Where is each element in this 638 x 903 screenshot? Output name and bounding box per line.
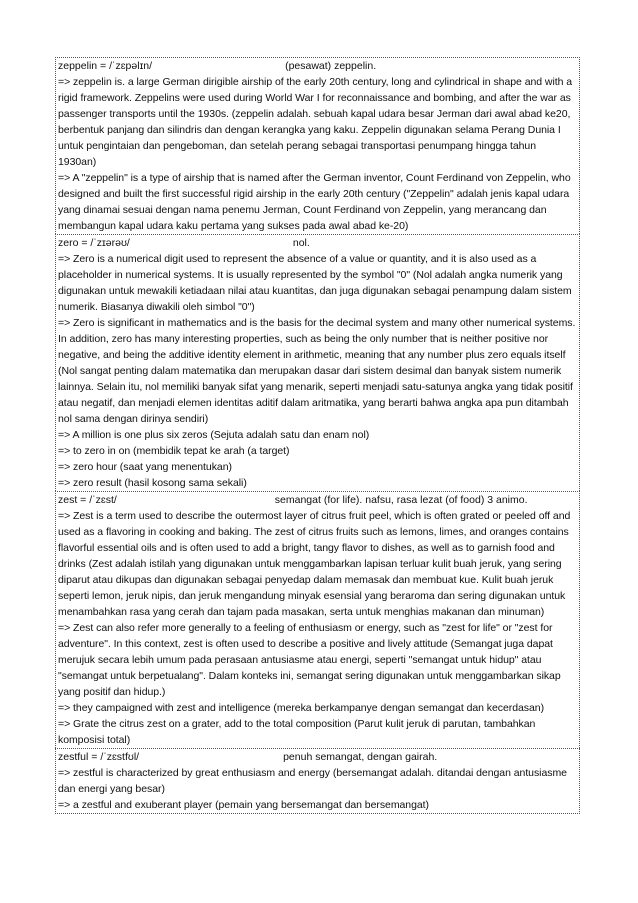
entry-zest: [55, 491, 580, 748]
definition-line: => zestful is characterized by great enthusiasm and energy (bersemangat adalah. ditandai dengan antusiasme dan energi yang besar): [58, 767, 567, 795]
definition-line: => Zero is significant in mathematics and is the basis for the decimal system and many other numerical systems. In addition, zero has many interesting properties, such as being the only number that is neither positive nor negative, and being the additive identity element in arithmetic, meaning that any number plus zero equals itself (Nol sangat penting dalam matematika dan merupakan dasar dari sistem desimal dan banyak sistem numerik lainnya. Selain itu, nol memiliki banyak sifat yang menarik, seperti menjadi satu-satunya angka yang tidak positif atau negatif, dan menjadi elemen identitas aditif dalam aritmatika, yang berarti bahwa angka apa pun ditambah nol sama dengan dirinya sendiri): [58, 317, 576, 425]
entry-header: [58, 58, 577, 74]
example-line: => zero result (hasil kosong sama sekali): [58, 477, 247, 489]
headword: zeppelin = /ˈzɛpəlɪn/: [58, 60, 153, 72]
dictionary-page: [55, 57, 580, 814]
entry-header: [58, 749, 577, 765]
entry-header: [58, 492, 577, 508]
example-line: => Grate the citrus zest on a grater, add to the total composition (Parut kulit jeruk di parutan, tambahkan komposisi total): [58, 718, 536, 746]
entry-zero: [55, 234, 580, 491]
translation: semangat (for life). nafsu, rasa lezat (of food) 3 animo.: [274, 494, 528, 506]
definition-line: => A "zeppelin" is a type of airship that is named after the German inventor, Count Ferdinand von Zeppelin, who designed and built the first successful rigid airship in the early 20th century ("Zeppelin" adalah jenis kapal udara yang dinamai sesuai dengan nama penemu Jerman, Count Ferdinand von Zeppelin, yang merancang dan membangun kapal udara kaku pertama yang sukses pada awal abad ke-20): [58, 172, 571, 232]
headword: zest = /ˈzɛst/: [58, 494, 117, 506]
example-line: => A million is one plus six zeros (Sejuta adalah satu dan enam nol): [58, 429, 370, 441]
example-line: => they campaigned with zest and intelligence (mereka berkampanye dengan semangat dan kecerdasan): [58, 702, 545, 714]
example-line: => to zero in on (membidik tepat ke arah (a target): [58, 445, 290, 457]
example-line: => zero hour (saat yang menentukan): [58, 461, 232, 473]
entry-zeppelin: [55, 57, 580, 234]
translation: (pesawat) zeppelin.: [285, 60, 377, 72]
definition-line: => Zest can also refer more generally to a feeling of enthusiasm or energy, such as "zest for life" or "zest for adventure". In this context, zest is often used to describe a positive and lively attitude (Semangat juga dapat merujuk secara lebih umum pada perasaan antusiasme atau energi, seperti "semangat untuk hidup" atau "semangat untuk berpetualang". Dalam konteks ini, semangat sering digunakan untuk menggambarkan sikap yang positif dan hidup.): [58, 622, 561, 698]
headword: zero = /ˈzɪərəʊ/: [58, 237, 130, 249]
example-line: => a zestful and exuberant player (pemain yang bersemangat dan bersemangat): [58, 799, 429, 811]
entry-zestful: [55, 748, 580, 814]
translation: penuh semangat, dengan gairah.: [283, 751, 438, 763]
entry-header: [58, 235, 577, 251]
headword: zestful = /ˈzɛstfʊl/: [58, 751, 140, 763]
definition-line: => zeppelin is. a large German dirigible airship of the early 20th century, long and cylindrical in shape and with a rigid framework. Zeppelins were used during World War I for reconnaissance and bombing, and after the war as passenger transports until the 1930s. (zeppelin adalah. sebuah kapal udara besar Jerman dari awal abad ke20, berbentuk panjang dan silindris dan dengan kerangka yang kaku. Zeppelin digunakan selama Perang Dunia I untuk pengintaian dan pengeboman, dan setelah perang sebagai transportasi penumpang hingga tahun 1930an): [58, 76, 573, 168]
definition-line: => Zero is a numerical digit used to represent the absence of a value or quantity, and it is also used as a placeholder in numerical systems. It is usually represented by the symbol "0" (Nol adalah angka numerik yang digunakan untuk mewakili ketiadaan nilai atau kuantitas, dan juga digunakan sebagai penampung dalam sistem numerik. Biasanya diwakili oleh simbol "0"): [58, 253, 572, 313]
translation: nol.: [292, 237, 310, 249]
definition-line: => Zest is a term used to describe the outermost layer of citrus fruit peel, which is often grated or peeled off and used as a flavoring in cooking and baking. The zest of citrus fruits such as lemons, limes, and oranges contains flavorful essential oils and is often used to add a bright, tangy flavor to dishes, as well as to garnish food and drinks (Zest adalah istilah yang digunakan untuk menggambarkan lapisan terluar kulit buah jeruk, yang sering diparut atau dikupas dan digunakan sebagai penyedap dalam memasak dan membuat kue. Kulit buah jeruk seperti lemon, jeruk nipis, dan jeruk mengandung minyak esensial yang beraroma dan sering digunakan untuk menambahkan rasa yang cerah dan tajam pada masakan, serta untuk menghias makanan dan minuman): [58, 510, 571, 618]
